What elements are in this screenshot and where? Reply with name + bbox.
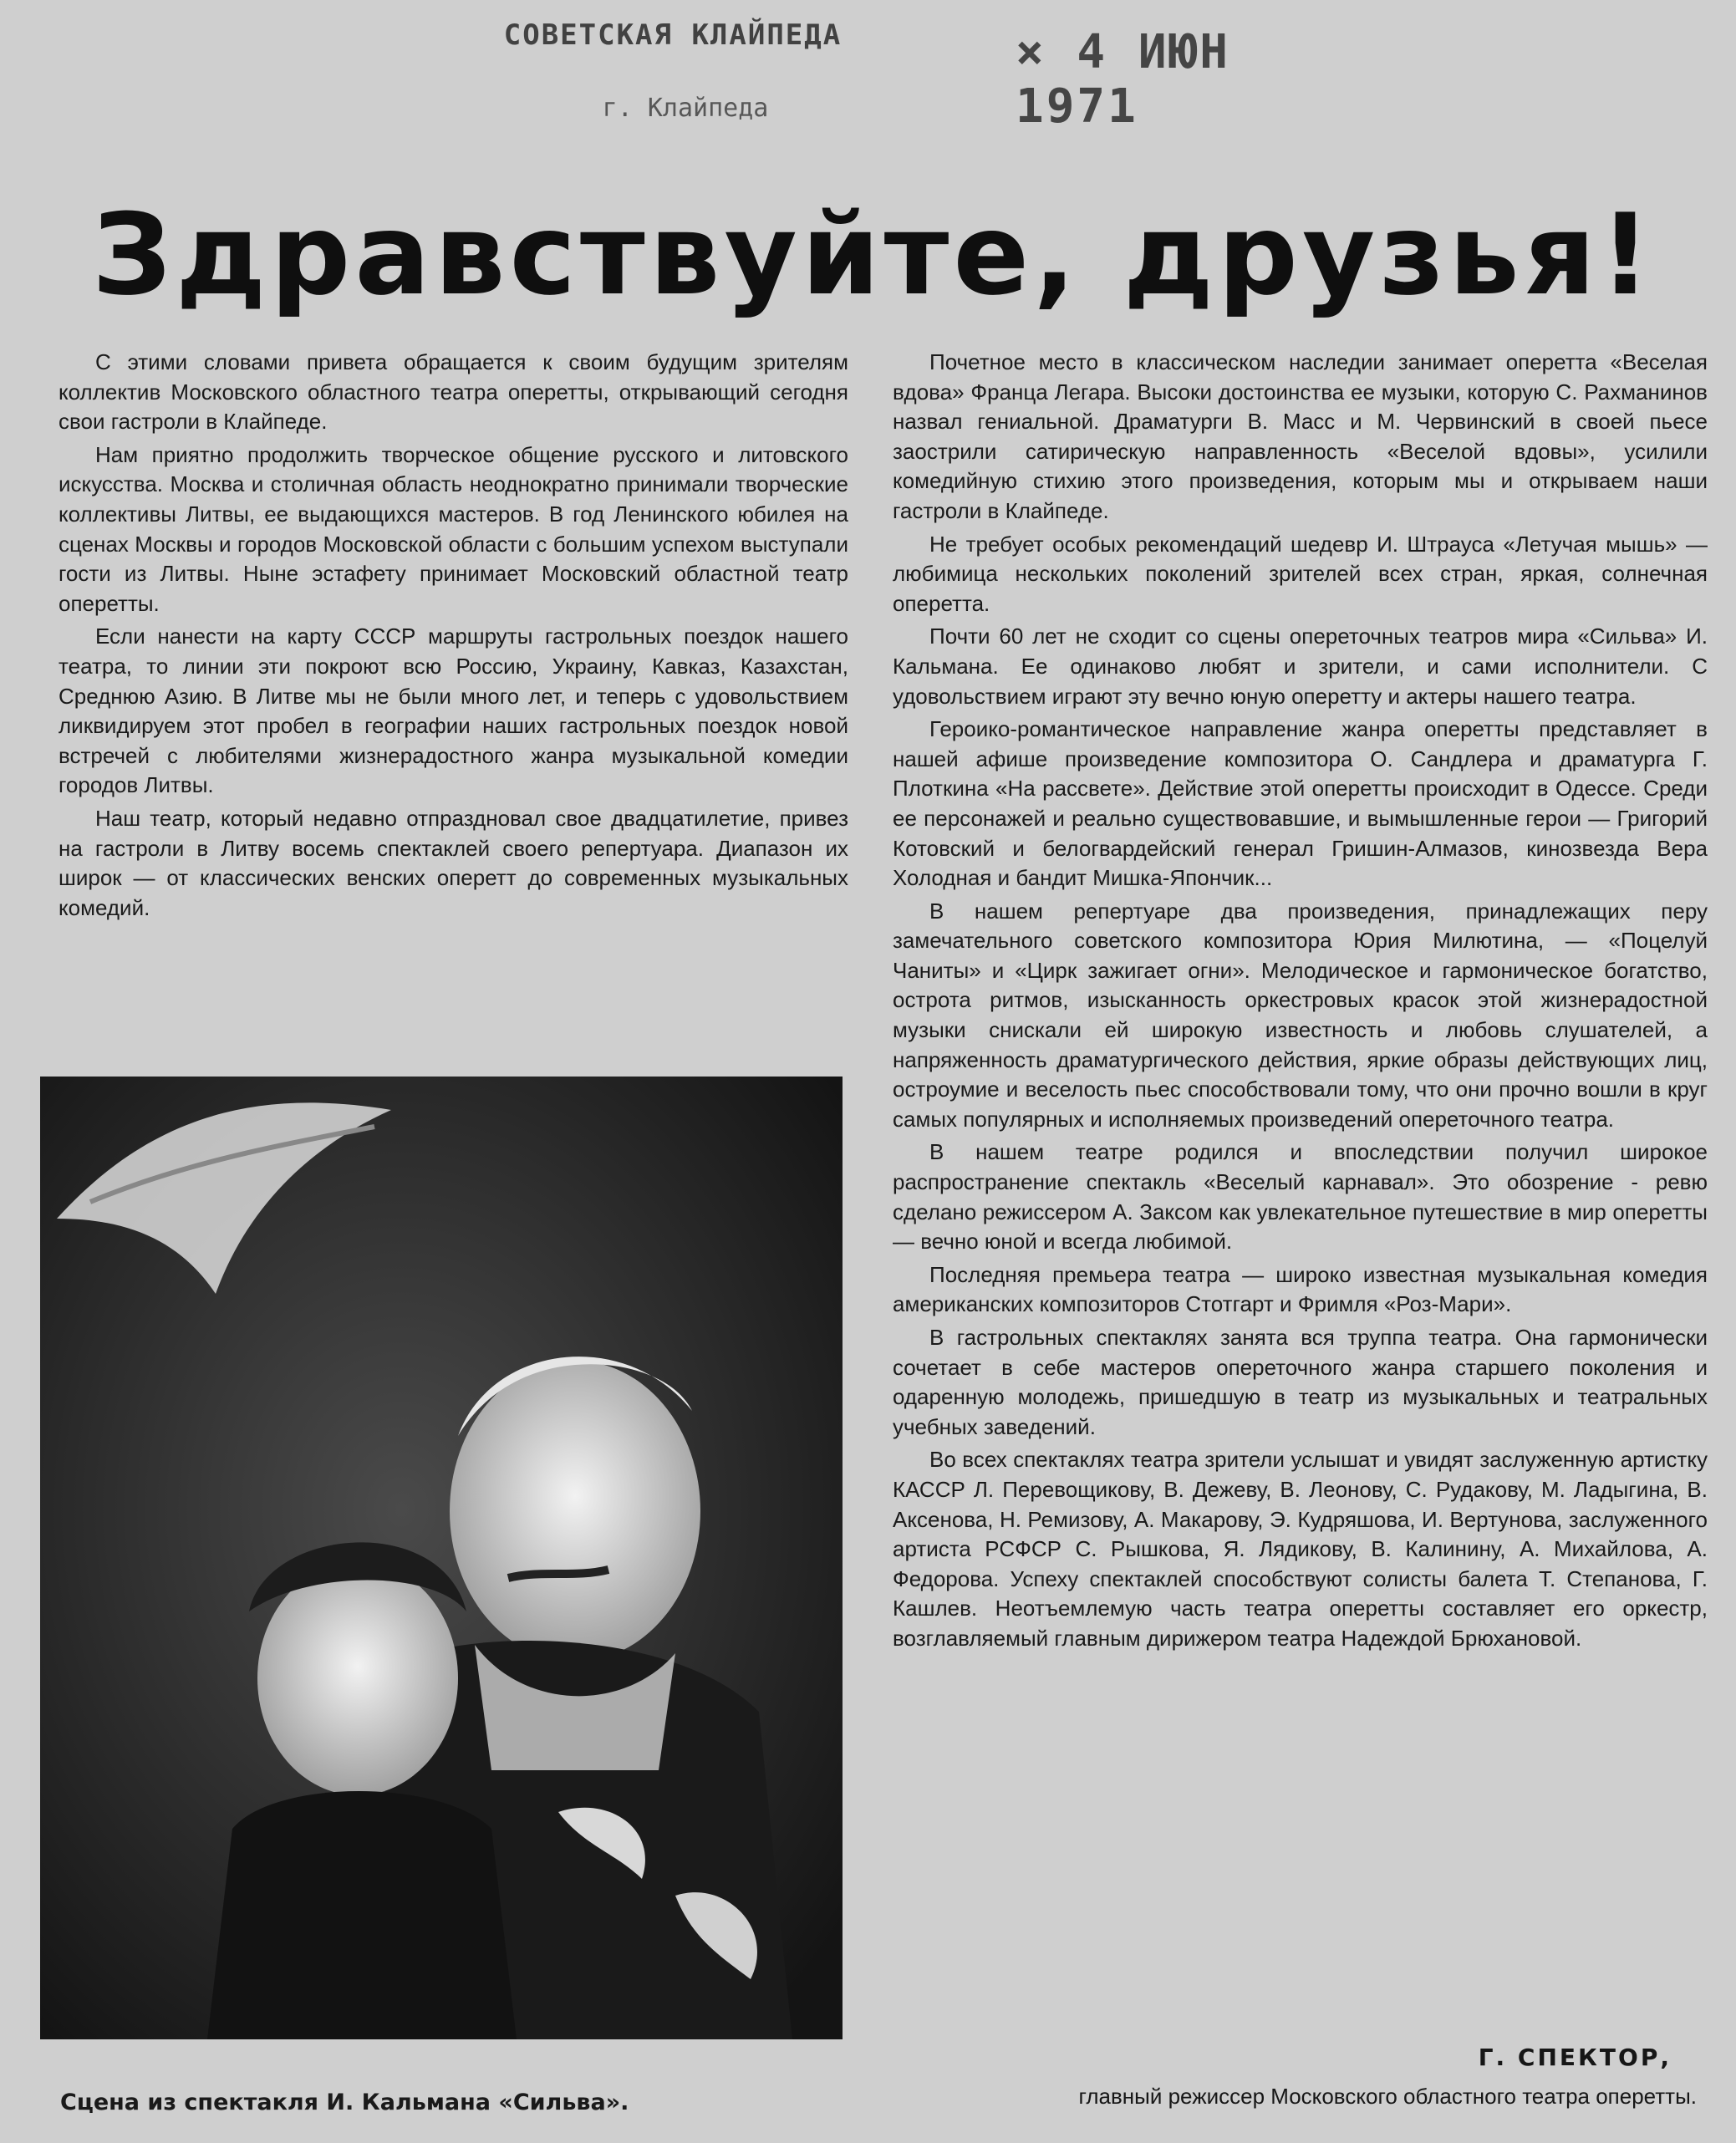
newspaper-stamp: СОВЕТСКАЯ КЛАЙПЕДА	[503, 18, 843, 52]
paragraph: Последняя премьера театра — широко известная музыкальная комедия американских композиторов Стотгарт и Фримля «Роз-Мари».	[893, 1261, 1708, 1317]
date-stamp: × 4 ИЮН 1971	[1016, 25, 1231, 134]
article-headline: Здравствуйте, друзья!	[92, 190, 1656, 320]
paragraph: В гастрольных спектаклях занята вся труппа театра. Она гармонически сочетает в себе мастеров опереточного жанра старшего поколения и одаренную молодежь, пришедшую в театр из музыкальных и театральных учебных заведений.	[893, 1325, 1708, 1439]
left-column	[59, 348, 848, 926]
paragraph: Наш театр, который недавно отпраздновал свое двадцатилетие, привез на гастроли в Литву восемь спектаклей своего репертуара. Диапазон их широк — от классических венских оперетт до современных музыкальных комедий.	[59, 805, 848, 920]
paragraph: Героико-романтическое направление жанра оперетты представляет в нашей афише произведение композитора О. Сандлера и драматурга Г. Плоткина «На рассвете». Действие этой оперетты происходит в Одессе. Среди ее персонажей и реально существовавшие, и вымышленные герои — Григорий Котовский и белогвардейский генерал Гришин-Алмазов, кинозвезда Вера Холодная и бандит Мишка-Япончик...	[893, 716, 1708, 891]
paragraph: С этими словами привета обращается к своим будущим зрителям коллектив Московского областного театра оперетты, открывающий сегодня свои гастроли в Клайпеде.	[59, 349, 848, 435]
author-title: главный режиссер Московского областного театра оперетты.	[1078, 2084, 1697, 2109]
paragraph: Во всех спектаклях театра зрители услышат и увидят заслуженную артистку КАССР Л. Перевощикову, В. Дежеву, В. Леонову, С. Рудакову, М. Ладыгина, В. Аксенова, Н. Ремизову, А. Макарову, Э. Кудряшова, И. Вертунова, заслуженного артиста РСФСР С. Рышкова, Я. Лядикову, В. Калинину, А. Михайлова, А. Федорова. Успеху спектаклей способствуют солисты балета Т. Степанова, Г. Кашлев. Неотъемлемую часть театра оперетты составляет его оркестр, возглавляемый главным дирижером театра Надеждой Брюхановой.	[893, 1447, 1708, 1651]
paragraph: Нам приятно продолжить творческое общение русского и литовского искусства. Москва и столичная область неоднократно принимали творческие коллективы Литвы, ее выдающихся мастеров. В год Ленинского юбилея на сценах Москвы и городов Московской области с большим успехом выступали гости из Литвы. Ныне эстафету принимает Московский областной театр оперетты.	[59, 441, 848, 616]
author-name: Г. СПЕКТОР,	[1478, 2044, 1672, 2071]
right-column	[893, 348, 1708, 1657]
paragraph: В нашем театре родился и впоследствии получил широкое распространение спектакль «Веселый карнавал». Это обозрение - ревю сделано режиссером А. Заксом как увлекательное путешествие в мир оперетты — вечно юной и всегда любимой.	[893, 1139, 1708, 1255]
paragraph: Почти 60 лет не сходит со сцены опереточных театров мира «Сильва» И. Кальмана. Ее одинаково любят и зрители, и сами исполнители. С удовольствием играют эту вечно юную оперетту и актеры нашего театра.	[893, 624, 1708, 709]
paragraph: Если нанести на карту СССР маршруты гастрольных поездок нашего театра, то линии эти покроют всю Россию, Украину, Кавказ, Казахстан, Среднюю Азию. В Литве мы не были много лет, и теперь с удовольствием ликвидируем этот пробел в географии наших гастрольных поездок новой встречей с любителями жизнерадостного жанра музыкальной комедии городов Литвы.	[59, 624, 848, 798]
photo-illustration	[40, 1077, 843, 2039]
paragraph: Не требует особых рекомендаций шедевр И. Штрауса «Летучая мышь» — любимица нескольких поколений зрителей всех стран, яркая, солнечная оперетта.	[893, 531, 1708, 616]
photo-caption: Сцена из спектакля И. Кальмана «Сильва».	[60, 2090, 629, 2115]
paragraph: В нашем репертуаре два произведения, принадлежащих перу замечательного советского композитора Юрия Милютина, — «Поцелуй Чаниты» и «Цирк зажигает огни». Мелодическое и гармоническое богатство, острота ритмов, изысканность оркестровых красок этой жизнерадостной музыки снискали ей широкую известность и любовь слушателей, а напряженность драматургического действия, яркие образы действующих лиц, остроумие и веселость пьес способствовали тому, что они прочно вошли в круг самых популярных и исполняемых произведений опереточного театра.	[893, 898, 1708, 1132]
stage-photo	[40, 1077, 843, 2039]
paragraph: Почетное место в классическом наследии занимает оперетта «Веселая вдова» Франца Легара. Высоки достоинства ее музыки, которую С. Рахманинов назвал гениальной. Драматурги В. Масс и М. Червинский в своей пьесе заострили сатирическую направленность «Веселой вдовы», усилили комедийную стихию этого произведения, которым мы и открываем наши гастроли в Клайпеде.	[893, 349, 1708, 523]
city-stamp: г. Клайпеда	[602, 94, 769, 123]
